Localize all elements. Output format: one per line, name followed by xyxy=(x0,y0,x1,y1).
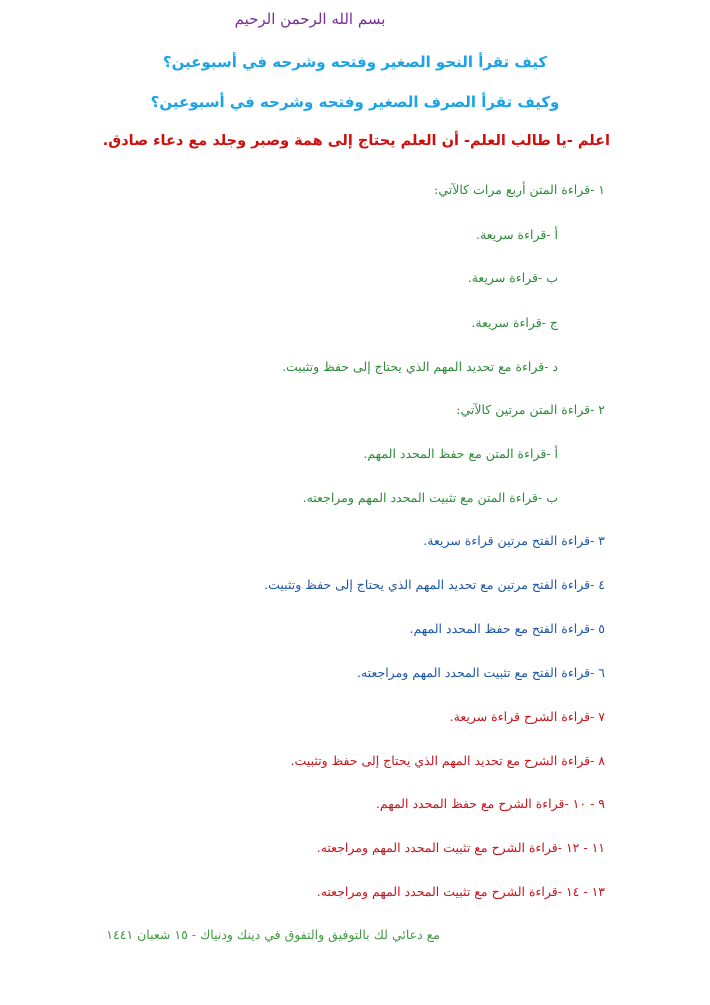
step-1d: د -قراءة مع تحديد المهم الذي يحتاج إلى حفظ وتثبيت. xyxy=(282,359,558,374)
step-7: ٧ -قراءة الشرح قراءة سريعة. xyxy=(449,709,605,724)
step-2: ٢ -قراءة المتن مرتين كالآتي: xyxy=(456,402,605,417)
step-1b: ب -قراءة سريعة. xyxy=(467,270,558,285)
step-9-10: ٩ - ١٠ -قراءة الشرح مع حفظ المحدد المهم. xyxy=(375,796,605,811)
step-8: ٨ -قراءة الشرح مع تحديد المهم الذي يحتاج إلى حفظ وتثبيت. xyxy=(290,753,605,768)
step-1c: ج -قراءة سريعة. xyxy=(471,315,558,330)
basmala: بسم الله الرحمن الرحيم xyxy=(234,10,386,28)
step-1a: أ -قراءة سريعة. xyxy=(476,227,558,242)
title-sarf: وكيف تقرأ الصرف الصغير وفتحه وشرحه في أسبوعين؟ xyxy=(150,93,560,111)
step-4: ٤ -قراءة الفتح مرتين مع تحديد المهم الذي يحتاج إلى حفظ وتثبيت. xyxy=(264,577,605,592)
step-1: ١ -قراءة المتن أربع مرات كالآتي: xyxy=(434,182,605,197)
intro-text: اعلم -يا طالب العلم- أن العلم يحتاج إلى همة وصبر وجلد مع دعاء صادق. xyxy=(102,133,610,149)
step-6: ٦ -قراءة الفتح مع تثبيت المحدد المهم ومراجعته. xyxy=(357,665,605,680)
step-3: ٣ -قراءة الفتح مرتين قراءة سريعة. xyxy=(423,533,605,548)
step-5: ٥ -قراءة الفتح مع حفظ المحدد المهم. xyxy=(409,621,605,636)
step-11-12: ١١ - ١٢ -قراءة الشرح مع تثبيت المحدد المهم ومراجعته. xyxy=(316,840,605,855)
step-2a: أ -قراءة المتن مع حفظ المحدد المهم. xyxy=(363,446,558,461)
step-13-14: ١٣ - ١٤ -قراءة الشرح مع تثبيت المحدد المهم ومراجعته. xyxy=(316,884,605,899)
step-2b: ب -قراءة المتن مع تثبيت المحدد المهم ومراجعته. xyxy=(302,490,558,505)
title-nahw: كيف تقرأ النحو الصغير وفتحه وشرحه في أسبوعين؟ xyxy=(162,53,548,71)
footer-dua: مع دعائي لك بالتوفيق والتفوق في دينك ودنياك - ١٥ شعبان ١٤٤١ xyxy=(106,927,440,942)
